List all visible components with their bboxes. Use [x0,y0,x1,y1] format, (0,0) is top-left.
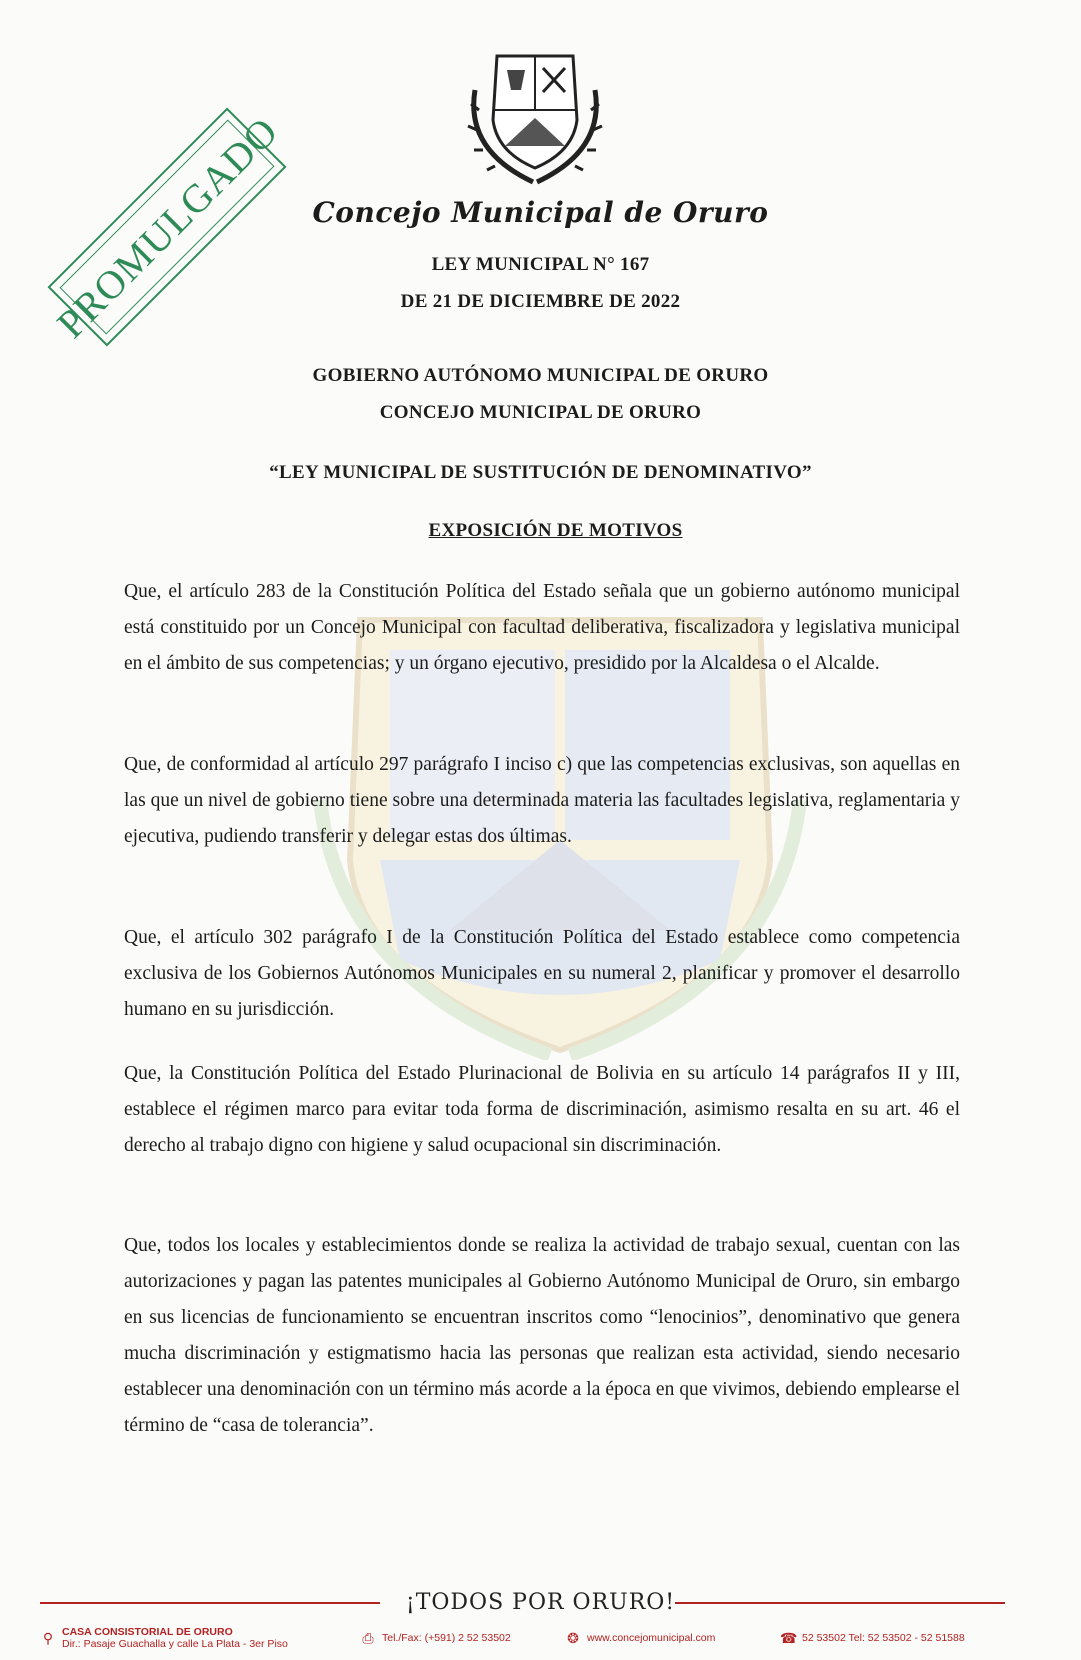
council-title: CONCEJO MUNICIPAL DE ORURO [379,402,702,423]
footer-motto: ¡TODOS POR ORURO! [405,1590,676,1615]
paragraph: Que, todos los locales y establecimientos donde se realiza la actividad de trabajo sexual, cuentan con las autorizaciones y pagan las patentes municipales al Gobierno Autónomo Municipal de Oruro, sin embargo en sus licencias de funcionamiento se encuentran inscritos como “lenocinios”, denominativo que genera mucha discriminación y estigmatismo hacia las personas que realizan esta actividad, siendo necesario establecer una denominación con un término más acorde a la época en que vivimos, debiendo emplearse el término de “casa de tolerancia”. [124,1235,960,1436]
law-number: LEY MUNICIPAL N° 167 [431,254,650,275]
government-name: GOBIERNO AUTÓNOMO MUNICIPAL DE ORURO [312,365,769,386]
website-link[interactable]: www.concejomunicipal.com [587,1632,716,1644]
council-name: Concejo Municipal de Oruro [312,196,769,229]
law-date: DE 21 DE DICIEMBRE DE 2022 [400,291,681,312]
globe-icon: ❂ [567,1630,579,1646]
footer-telfax [360,1630,511,1646]
paragraph: Que, el artículo 283 de la Constitución Política del Estado señala que un gobierno autónomo municipal está constituido por un Concejo Municipal con facultad deliberativa, fiscalizadora y legislativa municipal en el ámbito de sus competencias; y un órgano ejecutivo, presidido por la Alcaldesa o el Alcalde. [124,581,960,674]
location-icon: ⚲ [42,1630,54,1646]
telfax-text: Tel./Fax: (+591) 2 52 53502 [382,1632,511,1644]
phones-text: 52 53502 Tel: 52 53502 - 52 51588 [802,1632,965,1644]
footer-phones [780,1630,965,1646]
fax-icon: ⎙ [362,1630,374,1646]
paragraph: Que, la Constitución Política del Estado Plurinacional de Bolivia en su artículo 14 parágrafos II y III, establece el régimen marco para evitar toda forma de discriminación, asimismo resalta en su art. 46 el derecho al trabajo digno con higiene y salud ocupacional sin discriminación. [124,1063,960,1156]
law-title: “LEY MUNICIPAL DE SUSTITUCIÓN DE DENOMINATIVO” [269,462,812,483]
footer-address [40,1626,288,1650]
footer-website[interactable] [565,1630,715,1646]
address-text: Dir.: Pasaje Guachalla y calle La Plata - 3er Piso [62,1638,288,1650]
paragraph: Que, el artículo 302 parágrafo I de la Constitución Política del Estado establece como competencia exclusiva de los Gobiernos Autónomos Municipales en su numeral 2, planificar y promover el desarrollo humano en su jurisdicción. [124,927,960,1020]
stamp-text: PROMULGADO [47,107,287,347]
phone-icon: ☎ [780,1630,798,1646]
paragraph: Que, de conformidad al artículo 297 parágrafo I inciso c) que las competencias exclusivas, son aquellas en las que un nivel de gobierno tiene sobre una determinada materia las facultades legislativa, reglamentaria y ejecutiva, pudiendo transferir y delegar estas dos últimas. [124,754,960,847]
address-title: CASA CONSISTORIAL DE ORURO [62,1626,233,1638]
oruro-crest-logo [455,50,615,190]
footer-contact [0,1626,1081,1656]
section-heading: EXPOSICIÓN DE MOTIVOS [428,520,683,541]
